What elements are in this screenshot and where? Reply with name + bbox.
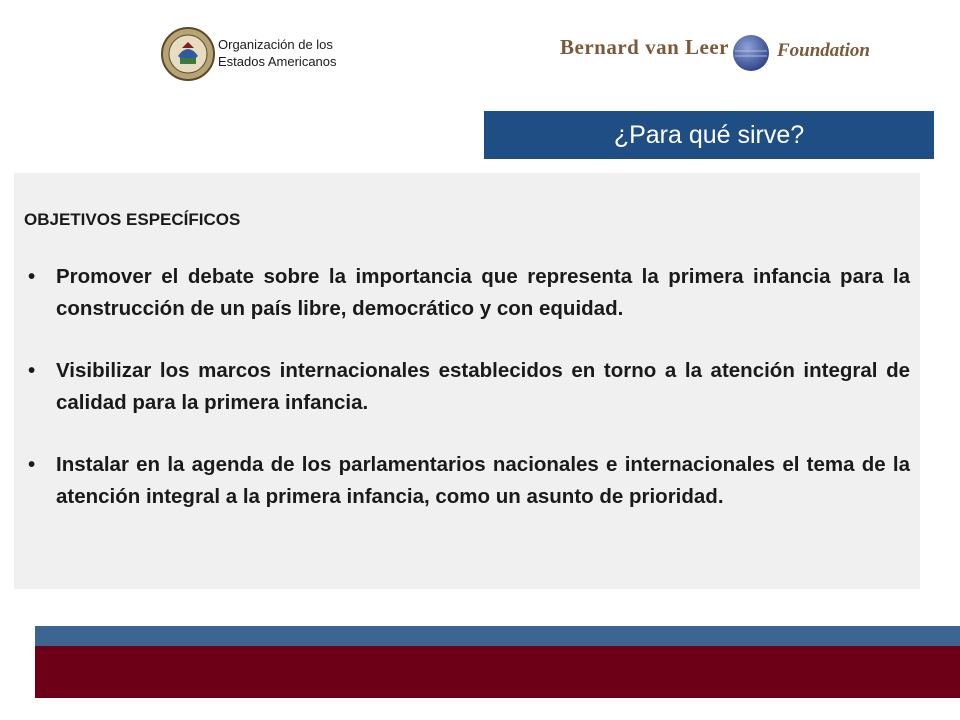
content-panel (14, 173, 920, 589)
objective-text: Promover el debate sobre la importancia que representa la primera infancia para la construcción de un país libre, democrático y con equidad. (56, 265, 910, 320)
bullet-icon: • (28, 453, 36, 476)
objective-item (24, 355, 910, 419)
bvl-globe-icon (732, 34, 770, 72)
objective-text: Visibilizar los marcos internacionales establecidos en torno a la atención integral de calidad para la primera infancia. (56, 359, 910, 414)
bvl-logo (560, 32, 890, 72)
oas-seal-icon (160, 26, 216, 82)
bvl-foundation: Foundation (777, 40, 870, 61)
objectives-list (24, 261, 910, 543)
objective-item (24, 449, 910, 513)
objective-text: Instalar en la agenda de los parlamentarios nacionales e internacionales el tema de la atención integral a la primera infancia, como un asunto de prioridad. (56, 453, 910, 508)
slide-title: ¿Para qué sirve? (484, 111, 934, 159)
bullet-icon: • (28, 359, 36, 382)
bvl-name: Bernard van Leer (560, 35, 729, 59)
objective-item (24, 261, 910, 325)
objectives-heading: OBJETIVOS ESPECÍFICOS (24, 210, 241, 229)
oas-name-line1: Organización de los (218, 37, 333, 52)
footer-blue-bar (35, 626, 960, 646)
oas-logo (160, 26, 350, 82)
bullet-icon: • (28, 265, 36, 288)
footer-red-bar (35, 646, 960, 698)
oas-name-line2: Estados Americanos (218, 54, 337, 69)
oas-name (218, 36, 337, 70)
